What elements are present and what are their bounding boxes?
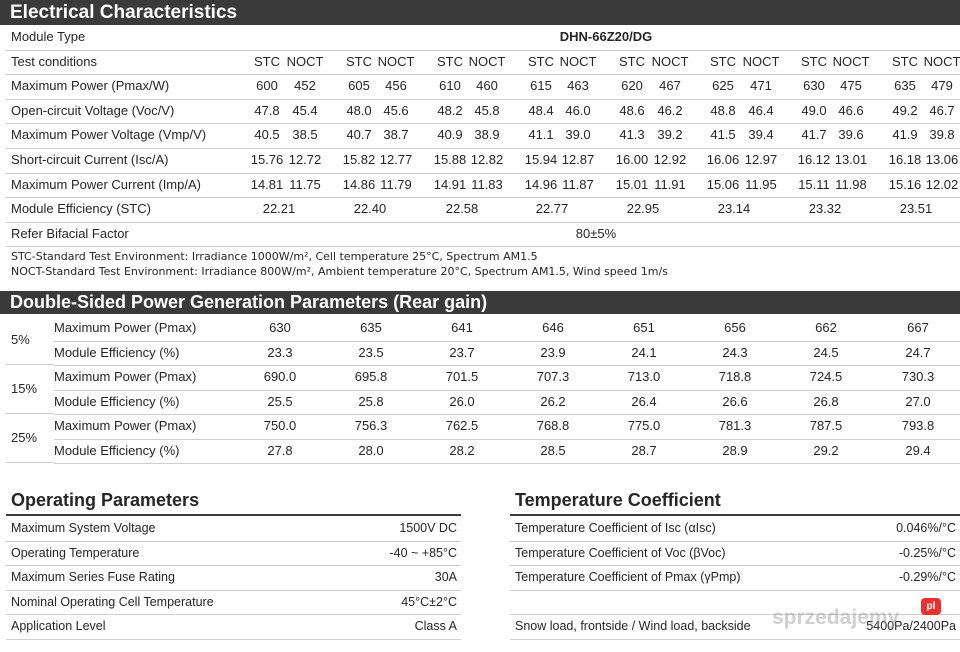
electrical-value: 41.9 xyxy=(892,127,918,143)
efficiency-label: Module Efficiency (STC) xyxy=(11,201,151,217)
operating-row xyxy=(6,541,461,567)
operating-row-value: 30A xyxy=(434,570,457,584)
operating-row-value: -40 ~ +85°C xyxy=(389,545,457,560)
electrical-value: 40.9 xyxy=(437,127,463,143)
electrical-value: 11.91 xyxy=(654,176,686,192)
electrical-value: 15.11 xyxy=(798,176,830,192)
temperature-row-label: Snow load, frontside / Wind load, backside xyxy=(515,619,751,633)
electrical-row xyxy=(6,148,960,174)
stc-header: STC xyxy=(346,53,372,69)
electrical-value: 46.4 xyxy=(748,102,774,118)
electrical-value: 463 xyxy=(567,78,589,94)
double-sided-value: 793.8 xyxy=(901,418,935,433)
double-sided-row-label: Module Efficiency (%) xyxy=(54,344,180,360)
noct-header: NOCT xyxy=(742,53,780,69)
electrical-row-label: Maximum Power (Pmax/W) xyxy=(11,78,170,94)
double-sided-value: 24.3 xyxy=(722,344,748,360)
double-sided-value: 23.5 xyxy=(358,344,384,360)
double-sided-row-label: Maximum Power (Pmax) xyxy=(54,369,197,384)
module-type-value: DHN-66Z20/DG xyxy=(559,29,653,44)
double-sided-row xyxy=(54,390,960,416)
double-sided-value: 667 xyxy=(907,320,929,335)
double-sided-value: 701.5 xyxy=(445,369,479,384)
electrical-value: 40.7 xyxy=(346,127,372,143)
electrical-value: 11.98 xyxy=(835,176,867,192)
electrical-value: 620 xyxy=(621,78,643,94)
electrical-value: 600 xyxy=(256,78,278,94)
double-sided-row xyxy=(54,316,960,342)
note-noct: NOCT-Standard Test Environment: Irradiance 800W/m², Ambient temperature 20°C, Spectrum AM1.5, Wind speed 1m/s xyxy=(11,265,668,278)
double-sided-value: 756.3 xyxy=(354,418,388,433)
electrical-row-label: Maximum Power Voltage (Vmp/V) xyxy=(11,127,207,143)
double-sided-value: 641 xyxy=(451,320,473,335)
efficiency-value: 23.32 xyxy=(808,201,842,217)
electrical-value: 12.72 xyxy=(288,152,322,167)
electrical-value: 39.6 xyxy=(838,127,864,143)
electrical-value: 15.88 xyxy=(433,152,467,167)
electrical-value: 630 xyxy=(803,78,825,94)
temperature-row xyxy=(510,565,960,591)
temperature-row-value: 5400Pa/2400Pa xyxy=(866,619,956,633)
double-sided-value: 713.0 xyxy=(627,369,661,384)
double-sided-value: 23.3 xyxy=(267,344,293,360)
double-sided-value: 695.8 xyxy=(354,369,388,384)
electrical-value: 46.2 xyxy=(657,102,683,118)
operating-row-label: Application Level xyxy=(11,619,106,633)
double-sided-row-label: Maximum Power (Pmax) xyxy=(54,418,197,433)
double-sided-value: 775.0 xyxy=(627,418,661,433)
temperature-title: Temperature Coefficient xyxy=(515,490,721,510)
electrical-value: 13.06 xyxy=(925,152,959,167)
double-sided-value: 26.4 xyxy=(631,393,657,409)
stc-header: STC xyxy=(528,53,554,69)
electrical-value: 11.75 xyxy=(289,176,321,192)
note-stc: STC-Standard Test Environment: Irradiance 1000W/m², Cell temperature 25°C, Spectrum AM1.5 xyxy=(11,250,538,263)
efficiency-value: 22.77 xyxy=(535,201,569,217)
noct-header: NOCT xyxy=(832,53,870,69)
double-sided-value: 635 xyxy=(360,320,382,335)
double-sided-value: 656 xyxy=(724,320,746,335)
efficiency-value: 22.58 xyxy=(445,201,479,217)
efficiency-value: 22.21 xyxy=(262,201,296,217)
operating-row-value: 1500V DC xyxy=(399,521,457,535)
double-sided-value: 28.2 xyxy=(449,442,475,458)
electrical-value: 48.2 xyxy=(437,102,463,118)
electrical-value: 38.9 xyxy=(474,127,500,143)
temperature-row-label: Temperature Coefficient of Voc (βVoc) xyxy=(515,545,726,560)
operating-row-label: Operating Temperature xyxy=(11,545,140,560)
module-type-row xyxy=(6,25,960,51)
gain-label: 5% xyxy=(11,332,30,347)
electrical-value: 14.86 xyxy=(342,176,376,192)
electrical-value: 452 xyxy=(294,78,316,94)
electrical-value: 15.06 xyxy=(706,176,740,192)
double-sided-row xyxy=(54,439,960,465)
noct-header: NOCT xyxy=(377,53,415,69)
electrical-value: 49.0 xyxy=(801,102,827,118)
noct-header: NOCT xyxy=(286,53,324,69)
electrical-value: 48.6 xyxy=(619,102,645,118)
electrical-value: 11.95 xyxy=(745,176,777,192)
operating-row-label: Maximum System Voltage xyxy=(11,521,156,535)
electrical-value: 605 xyxy=(348,78,370,94)
operating-row-label: Nominal Operating Cell Temperature xyxy=(11,594,214,609)
electrical-row xyxy=(6,173,960,199)
noct-header: NOCT xyxy=(923,53,960,69)
temperature-row-value: 0.046%/°C xyxy=(896,521,956,535)
watermark: sprzedajemy xyxy=(772,606,900,629)
electrical-value: 45.8 xyxy=(474,102,500,118)
electrical-value: 475 xyxy=(840,78,862,94)
gain-separator xyxy=(6,413,54,414)
double-sided-value: 23.9 xyxy=(540,344,566,360)
electrical-value: 39.4 xyxy=(748,127,774,143)
electrical-value: 15.76 xyxy=(250,152,284,167)
stc-header: STC xyxy=(892,53,918,69)
electrical-value: 48.4 xyxy=(528,102,554,118)
double-sided-row xyxy=(54,365,960,391)
electrical-value: 38.7 xyxy=(383,127,409,143)
double-sided-title: Double-Sided Power Generation Parameters (Rear gain) xyxy=(0,291,960,314)
test-conditions-row xyxy=(6,50,960,76)
electrical-title: Electrical Characteristics xyxy=(0,0,960,25)
electrical-value: 479 xyxy=(931,78,953,94)
double-sided-value: 26.8 xyxy=(813,393,839,409)
electrical-value: 15.94 xyxy=(524,152,558,167)
double-sided-value: 651 xyxy=(633,320,655,335)
electrical-value: 46.6 xyxy=(838,102,864,118)
double-sided-value: 690.0 xyxy=(263,369,297,384)
double-sided-value: 787.5 xyxy=(809,418,843,433)
bifacial-row xyxy=(6,222,960,248)
electrical-value: 456 xyxy=(385,78,407,94)
stc-header: STC xyxy=(710,53,736,69)
electrical-value: 14.81 xyxy=(250,176,284,192)
electrical-value: 40.5 xyxy=(254,127,280,143)
electrical-row-label: Short-circuit Current (Isc/A) xyxy=(11,152,169,167)
electrical-value: 14.96 xyxy=(524,176,558,192)
electrical-value: 41.3 xyxy=(619,127,645,143)
watermark-badge: pl xyxy=(921,598,941,615)
temperature-row xyxy=(510,516,960,542)
electrical-value: 12.82 xyxy=(470,152,504,167)
double-sided-value: 718.8 xyxy=(718,369,752,384)
stc-header: STC xyxy=(619,53,645,69)
electrical-value: 15.16 xyxy=(888,176,922,192)
double-sided-value: 707.3 xyxy=(536,369,570,384)
stc-header: STC xyxy=(801,53,827,69)
electrical-value: 12.77 xyxy=(379,152,413,167)
electrical-value: 41.5 xyxy=(710,127,736,143)
noct-header: NOCT xyxy=(468,53,506,69)
electrical-value: 45.6 xyxy=(383,102,409,118)
efficiency-value: 22.40 xyxy=(353,201,387,217)
operating-row-value: Class A xyxy=(414,619,457,633)
double-sided-value: 724.5 xyxy=(809,369,843,384)
bifacial-label: Refer Bifacial Factor xyxy=(11,225,129,241)
double-sided-row-label: Maximum Power (Pmax) xyxy=(54,320,197,335)
stc-header: STC xyxy=(254,53,280,69)
operating-row xyxy=(6,614,461,640)
double-sided-value: 646 xyxy=(542,320,564,335)
electrical-value: 625 xyxy=(712,78,734,94)
electrical-value: 467 xyxy=(659,78,681,94)
electrical-value: 635 xyxy=(894,78,916,94)
double-sided-row-label: Module Efficiency (%) xyxy=(54,442,180,458)
temperature-row-value: -0.25%/°C xyxy=(898,545,956,560)
double-sided-value: 630 xyxy=(269,320,291,335)
efficiency-row xyxy=(6,197,960,223)
operating-row xyxy=(6,516,461,542)
electrical-value: 39.0 xyxy=(565,127,591,143)
temperature-row-label: Temperature Coefficient of Pmax (γPmp) xyxy=(515,570,741,584)
efficiency-value: 23.14 xyxy=(717,201,751,217)
electrical-value: 48.8 xyxy=(710,102,736,118)
noct-header: NOCT xyxy=(559,53,597,69)
electrical-value: 38.5 xyxy=(292,127,318,143)
electrical-row xyxy=(6,123,960,149)
double-sided-value: 26.0 xyxy=(449,393,475,409)
double-sided-value: 26.6 xyxy=(722,393,748,409)
double-sided-row xyxy=(54,341,960,367)
gain-label: 25% xyxy=(11,430,38,445)
operating-row-label: Maximum Series Fuse Rating xyxy=(11,570,175,584)
double-sided-value: 730.3 xyxy=(901,369,935,384)
double-sided-value: 28.5 xyxy=(540,442,566,458)
electrical-value: 47.8 xyxy=(254,102,280,118)
electrical-value: 12.92 xyxy=(653,152,687,167)
electrical-value: 471 xyxy=(750,78,772,94)
electrical-value: 11.79 xyxy=(380,176,412,192)
electrical-row xyxy=(6,99,960,125)
noct-header: NOCT xyxy=(651,53,689,69)
double-sided-value: 24.1 xyxy=(631,344,657,360)
test-conditions-label: Test conditions xyxy=(11,53,97,69)
double-sided-value: 23.7 xyxy=(449,344,475,360)
double-sided-value: 768.8 xyxy=(536,418,570,433)
electrical-value: 13.01 xyxy=(834,152,868,167)
electrical-value: 46.0 xyxy=(565,102,591,118)
electrical-value: 16.12 xyxy=(797,152,831,167)
electrical-row-label: Open-circuit Voltage (Voc/V) xyxy=(11,102,175,118)
double-sided-value: 762.5 xyxy=(445,418,479,433)
electrical-value: 16.06 xyxy=(706,152,740,167)
double-sided-value: 29.2 xyxy=(813,442,839,458)
electrical-row xyxy=(6,74,960,100)
bifacial-value: 80±5% xyxy=(575,225,617,241)
electrical-value: 14.91 xyxy=(433,176,467,192)
double-sided-value: 25.8 xyxy=(358,393,384,409)
electrical-value: 45.4 xyxy=(292,102,318,118)
double-sided-value: 24.7 xyxy=(905,344,931,360)
electrical-value: 48.0 xyxy=(346,102,372,118)
electrical-value: 615 xyxy=(530,78,552,94)
module-type-label: Module Type xyxy=(11,29,86,44)
temperature-row-label: Temperature Coefficient of Isc (αIsc) xyxy=(515,521,716,535)
operating-row-value: 45°C±2°C xyxy=(401,594,457,609)
double-sided-value: 28.7 xyxy=(631,442,657,458)
double-sided-value: 26.2 xyxy=(540,393,566,409)
electrical-value: 610 xyxy=(439,78,461,94)
gain-separator xyxy=(6,462,54,463)
double-sided-row-label: Module Efficiency (%) xyxy=(54,393,180,409)
efficiency-value: 23.51 xyxy=(899,201,933,217)
electrical-value: 41.1 xyxy=(528,127,554,143)
double-sided-value: 27.0 xyxy=(905,393,931,409)
double-sided-value: 750.0 xyxy=(263,418,297,433)
double-sided-value: 28.9 xyxy=(722,442,748,458)
double-sided-value: 28.0 xyxy=(358,442,384,458)
electrical-value: 11.87 xyxy=(562,176,594,192)
electrical-value: 15.01 xyxy=(615,176,649,192)
electrical-row-label: Maximum Power Current (Imp/A) xyxy=(11,176,201,192)
electrical-value: 11.83 xyxy=(471,176,503,192)
double-sided-value: 25.5 xyxy=(267,393,293,409)
electrical-value: 49.2 xyxy=(892,102,918,118)
double-sided-value: 781.3 xyxy=(718,418,752,433)
gain-label: 15% xyxy=(11,381,38,396)
electrical-value: 12.02 xyxy=(925,176,959,192)
electrical-value: 39.2 xyxy=(657,127,683,143)
double-sided-row xyxy=(54,414,960,440)
electrical-value: 460 xyxy=(476,78,498,94)
operating-row xyxy=(6,590,461,616)
double-sided-value: 662 xyxy=(815,320,837,335)
electrical-value: 16.00 xyxy=(615,152,649,167)
electrical-value: 15.82 xyxy=(342,152,376,167)
electrical-value: 12.97 xyxy=(744,152,778,167)
double-sided-value: 27.8 xyxy=(267,442,293,458)
temperature-row xyxy=(510,541,960,567)
double-sided-value: 29.4 xyxy=(905,442,931,458)
electrical-value: 41.7 xyxy=(801,127,827,143)
stc-header: STC xyxy=(437,53,463,69)
electrical-value: 16.18 xyxy=(888,152,922,167)
operating-title: Operating Parameters xyxy=(11,490,200,510)
efficiency-value: 22.95 xyxy=(626,201,660,217)
operating-row xyxy=(6,565,461,591)
electrical-value: 46.7 xyxy=(929,102,955,118)
gain-separator xyxy=(6,364,54,365)
electrical-value: 12.87 xyxy=(561,152,595,167)
temperature-row-value: -0.29%/°C xyxy=(898,570,956,584)
electrical-value: 39.8 xyxy=(929,127,955,143)
double-sided-value: 24.5 xyxy=(813,344,839,360)
